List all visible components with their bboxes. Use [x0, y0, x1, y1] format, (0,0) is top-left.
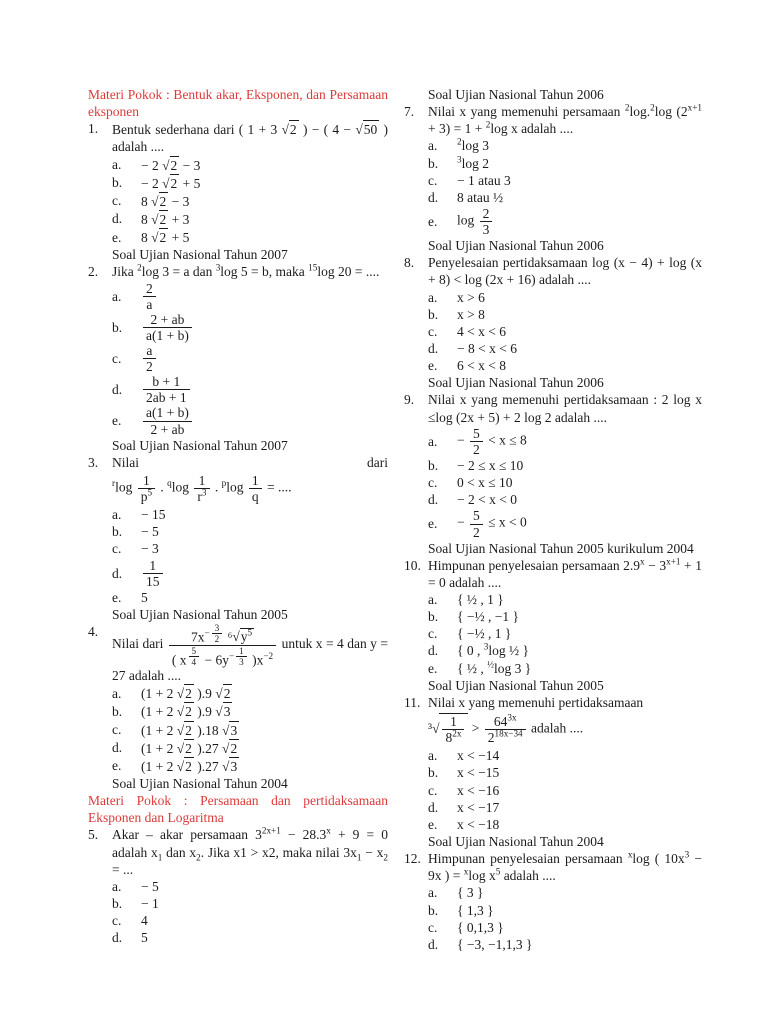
question-body — [112, 623, 388, 775]
option-row — [428, 357, 702, 374]
option-value: − $\frac{5}{2}$ < x ≤ 8 — [457, 425, 527, 457]
option-row — [112, 757, 388, 775]
option-label: c. — [428, 172, 438, 188]
option-label: a. — [112, 878, 122, 894]
question — [404, 557, 702, 677]
left-column — [88, 86, 388, 946]
option-row — [112, 739, 388, 757]
question — [88, 120, 388, 246]
option-value: log $\frac{2}{3}$ — [457, 206, 702, 237]
option-label: e. — [112, 229, 122, 245]
option-value: 8 atau ½ — [457, 189, 504, 205]
option-label: e. — [112, 758, 122, 774]
option-value: { ½ , 1 } — [457, 592, 504, 608]
option-value: 5 — [141, 589, 148, 605]
question — [404, 391, 702, 539]
option-value: 4 < x < 6 — [457, 323, 506, 339]
option-value: $^3$log 2 — [457, 154, 489, 171]
option-label: a. — [428, 433, 438, 449]
materi-pokok-header: Materi Pokok : Persamaan dan pertidaksamaan Eksponen dan Logaritma — [88, 793, 388, 826]
option-label: d. — [112, 930, 123, 946]
question-body — [428, 103, 702, 237]
option-value: − 15 — [141, 507, 166, 523]
option-row — [428, 137, 702, 154]
source-line: Soal Ujian Nasional Tahun 2006 — [428, 375, 604, 391]
source-line: Soal Ujian Nasional Tahun 2004 — [112, 776, 288, 792]
question-body — [112, 263, 388, 436]
option-row — [112, 589, 388, 606]
option-value: x < −15 — [457, 765, 500, 781]
option-row — [112, 540, 388, 557]
option-row — [112, 878, 388, 895]
materi-pokok-header: Materi Pokok : Bentuk akar, Eksponen, dan Persamaan eksponen — [88, 87, 388, 120]
source-line: Soal Ujian Nasional Tahun 2006 — [428, 238, 604, 254]
option-row — [428, 608, 702, 625]
option-label: b. — [112, 319, 123, 335]
option-value: − 1 — [141, 896, 159, 912]
option-label: d. — [112, 740, 123, 756]
option-row — [428, 426, 702, 457]
question-number: 2. — [88, 264, 99, 280]
option-value: { ½ , $^{\frac{1}{2}}$log 3 } — [457, 659, 532, 676]
option-value: { 0,1,3 } — [457, 919, 504, 935]
option-value: x > 8 — [457, 306, 485, 322]
option-row — [112, 523, 388, 540]
option-value: x < −14 — [457, 748, 500, 764]
question-text: Akar – akar persamaan $3^{2x+1} - 28.3^x + 9 = 0$ adalah $x_1$ dan $x_2$. Jika x1 > x2, maka nilai $3x_1 - x_2$ = ... — [112, 825, 389, 877]
option-label: c. — [428, 782, 438, 798]
question-text: Himpunan penyelesaian persamaan $2.9^x - 3^{x+1} + 1 = 0$ adalah .... — [428, 556, 702, 590]
question-number: 12. — [404, 851, 421, 867]
source-line: Soal Ujian Nasional Tahun 2007 — [112, 247, 288, 263]
question-body — [428, 694, 702, 833]
question-text: Nilai x yang memenuhi pertidaksamaan — [428, 694, 644, 710]
question-body — [428, 254, 702, 374]
option-label: c. — [428, 626, 438, 642]
option-row — [112, 895, 388, 912]
option-value: x > 6 — [457, 289, 485, 305]
option-value: x < −17 — [457, 799, 500, 815]
question-math: ³√ $\frac{1}{8^{2x}}$ > $\frac{64^{3x}}{2^{18x-34}}$ adalah .... — [428, 712, 584, 746]
question — [404, 103, 702, 237]
option-row — [428, 491, 702, 508]
option-label: a. — [428, 289, 438, 305]
option-label: a. — [112, 288, 122, 304]
question-text: Himpunan penyelesaian persamaan $^x$log ( $10x^3 - 9x$ ) = $^x$log $x^5$ adalah .... — [428, 849, 702, 884]
option-value: − 2 ≤ x ≤ 10 — [457, 457, 524, 473]
option-label: a. — [428, 748, 438, 764]
option-value: (1 + 2 √2 ).9 √3 — [141, 704, 231, 720]
option-value: $\frac{b + 1}{2ab + 1}$ — [141, 374, 388, 405]
question — [88, 454, 388, 606]
option-row — [428, 155, 702, 172]
option-row — [428, 457, 702, 474]
option-label: b. — [112, 175, 123, 191]
option-label: b. — [112, 896, 123, 912]
option-value: { −½ , −1 } — [457, 609, 519, 625]
option-value: $\frac{a(1 + b)}{2 + ab}$ — [141, 405, 388, 436]
source-line: Soal Ujian Nasional Tahun 2005 — [112, 606, 288, 622]
option-row — [428, 782, 702, 799]
option-value: (1 + 2 √2 ).27 √2 — [141, 740, 238, 756]
option-value: $\frac{2}{a}$ — [141, 281, 388, 312]
option-label: d. — [428, 341, 439, 357]
option-value: − 5 — [141, 524, 159, 540]
option-value: $^2$log 3 — [457, 136, 489, 154]
option-label: c. — [428, 919, 438, 935]
option-row — [428, 936, 702, 953]
option-row — [428, 189, 702, 206]
option-row — [428, 625, 702, 642]
question-text: Nilai x yang memenuhi pertidaksamaan : 2 log x ≤log (2x + 5) + 2 log 2 adalah .... — [428, 392, 702, 425]
question — [88, 826, 388, 946]
option-row — [112, 702, 388, 720]
option-label: a. — [112, 157, 122, 173]
option-label: a. — [112, 685, 122, 701]
option-value: − 3 — [141, 541, 159, 557]
question-number: 7. — [404, 104, 415, 120]
option-label: b. — [112, 524, 123, 540]
question-text — [112, 454, 388, 471]
question-number: 4. — [88, 624, 99, 640]
option-row — [112, 684, 388, 702]
option-value: − 8 < x < 6 — [457, 341, 517, 357]
option-row — [428, 747, 702, 764]
option-label: b. — [428, 306, 439, 322]
option-row — [428, 799, 702, 816]
option-label: d. — [428, 643, 439, 659]
option-value: { 0 , $^3$log ½ } — [457, 641, 529, 659]
option-row — [112, 192, 388, 210]
option-row — [112, 281, 388, 312]
option-label: e. — [112, 589, 122, 605]
option-label: c. — [112, 722, 122, 738]
option-label: e. — [428, 214, 438, 230]
option-value: 4 — [141, 913, 148, 929]
option-label: b. — [428, 765, 439, 781]
option-row — [428, 474, 702, 491]
question-body — [112, 826, 388, 946]
right-column — [404, 86, 702, 953]
option-value: − 2 √2 + 5 — [141, 175, 201, 191]
option-value: 8 √2 + 5 — [141, 230, 190, 246]
option-label: e. — [428, 816, 438, 832]
option-row — [428, 591, 702, 608]
option-label: c. — [428, 323, 438, 339]
option-row — [112, 558, 388, 589]
option-value: 0 < x ≤ 10 — [457, 475, 513, 491]
question-body — [428, 391, 702, 539]
source-line: Soal Ujian Nasional Tahun 2004 — [428, 833, 604, 849]
option-label: d. — [428, 189, 439, 205]
option-value: $\frac{1}{15}$ — [141, 558, 388, 589]
question — [88, 623, 388, 775]
question-number: 3. — [88, 454, 99, 470]
option-row — [428, 816, 702, 833]
option-value: − $\frac{5}{2}$ ≤ x < 0 — [457, 508, 527, 540]
option-label: d. — [428, 492, 439, 508]
question — [404, 694, 702, 833]
option-label: a. — [428, 885, 438, 901]
option-row — [428, 884, 702, 901]
option-label: b. — [428, 902, 439, 918]
option-value: − 2 < x < 0 — [457, 492, 517, 508]
option-value: 5 — [141, 930, 148, 946]
option-value: $\frac{a}{2}$ — [141, 343, 388, 374]
source-line: Soal Ujian Nasional Tahun 2005 — [428, 677, 604, 693]
option-label: b. — [428, 609, 439, 625]
option-label: c. — [112, 913, 122, 929]
option-row — [428, 642, 702, 659]
option-row — [112, 374, 388, 405]
question — [404, 254, 702, 374]
option-label: e. — [112, 413, 122, 429]
option-row — [112, 156, 388, 174]
option-row — [112, 929, 388, 946]
option-row — [428, 764, 702, 781]
option-row — [112, 506, 388, 523]
option-label: b. — [112, 703, 123, 719]
option-label: d. — [428, 799, 439, 815]
option-row — [428, 340, 702, 357]
question-text: Nilai dari $7x^{- \frac{3}{2}}$ $^6√y^5$ ( x $^{\frac{5}{4}}$ − $6y^{- \frac{1}{3}}$ )$x^{-2}$ untuk x = 4 dan y = 27 adalah .... — [112, 623, 388, 684]
option-label: d. — [112, 211, 123, 227]
option-label: d. — [428, 936, 439, 952]
question — [88, 263, 388, 436]
option-row — [428, 919, 702, 936]
option-value: − 5 — [141, 878, 159, 894]
question-text-part: Nilai — [112, 454, 139, 470]
option-label: a. — [112, 507, 122, 523]
option-row — [112, 721, 388, 739]
option-value: x < −18 — [457, 816, 500, 832]
question-number: 8. — [404, 255, 415, 271]
question-body — [112, 120, 388, 246]
option-row — [428, 508, 702, 539]
question-number: 11. — [404, 694, 421, 710]
option-row — [112, 228, 388, 246]
source-line: Soal Ujian Nasional Tahun 2007 — [112, 437, 288, 453]
option-value: (1 + 2 √2 ).27 √3 — [141, 758, 238, 774]
question-body — [112, 454, 388, 606]
option-label: e. — [428, 358, 438, 374]
question-number: 9. — [404, 392, 415, 408]
question-number: 1. — [88, 121, 99, 137]
option-label: c. — [428, 475, 438, 491]
option-row — [428, 289, 702, 306]
question-math: $^r$log $\frac{1}{p^5}$ . $^q$log $\frac{1}{r^3}$ . $^p$log $\frac{1}{q}$ = .... — [112, 472, 292, 505]
question-number: 10. — [404, 557, 421, 573]
option-row — [112, 210, 388, 228]
question-number: 5. — [88, 827, 99, 843]
option-value: $\frac{2 + ab}{a(1 + b)}$ — [141, 312, 388, 343]
option-label: c. — [112, 541, 122, 557]
option-row — [112, 912, 388, 929]
option-label: a. — [428, 138, 438, 154]
option-row — [112, 174, 388, 192]
option-value: (1 + 2 √2 ).9 √2 — [141, 686, 231, 702]
option-value: { −3, −1,1,3 } — [457, 936, 533, 952]
option-label: c. — [112, 351, 122, 367]
option-label: d. — [112, 382, 123, 398]
source-line: Soal Ujian Nasional Tahun 2006 — [428, 87, 604, 102]
option-label: e. — [428, 516, 438, 532]
source-line: Soal Ujian Nasional Tahun 2005 kurikulum 2004 — [428, 540, 694, 556]
option-label: d. — [112, 565, 123, 581]
option-row — [428, 172, 702, 189]
option-label: b. — [428, 155, 439, 171]
option-label: b. — [428, 457, 439, 473]
option-label: a. — [428, 592, 438, 608]
option-value: { −½ , 1 } — [457, 626, 512, 642]
question-text: Penyelesaian pertidaksamaan log (x − 4) + log (x + 8) < log (2x + 16) adalah .... — [428, 255, 702, 288]
option-row — [112, 405, 388, 436]
question-body — [428, 557, 702, 677]
option-value: 8 √2 + 3 — [141, 211, 190, 227]
question-text: Nilai x yang memenuhi persamaan $^2$log.$^2$log $(2^{x+1} + 3) = 1 + ^2\log$ x adalah .... — [428, 102, 702, 137]
option-value: { 1,3 } — [457, 902, 494, 918]
option-row — [428, 306, 702, 323]
option-row — [112, 312, 388, 343]
question-text-part: dari — [367, 454, 388, 470]
option-row — [428, 206, 702, 237]
option-label: c. — [112, 193, 122, 209]
option-value: 6 < x < 8 — [457, 358, 506, 374]
option-value: { 3 } — [457, 885, 484, 901]
option-value: − 2 √2 − 3 — [141, 157, 201, 173]
option-row — [428, 902, 702, 919]
option-value: x < −16 — [457, 782, 500, 798]
question-text: Jika $^2$log 3 = a dan $^3$log 5 = b, maka $^{15}$log 20 = .... — [112, 262, 380, 280]
question-body — [428, 850, 702, 953]
option-value: (1 + 2 √2 ).18 √3 — [141, 722, 238, 738]
option-row — [112, 343, 388, 374]
option-row — [428, 323, 702, 340]
question — [404, 850, 702, 953]
question-text: Bentuk sederhana dari ( 1 + 3 √2 ) − ( 4 − √50 ) adalah .... — [112, 122, 389, 155]
option-value: − 1 atau 3 — [457, 172, 511, 188]
option-value: 8 √2 − 3 — [141, 193, 190, 209]
option-row — [428, 660, 702, 677]
option-label: e. — [428, 660, 438, 676]
